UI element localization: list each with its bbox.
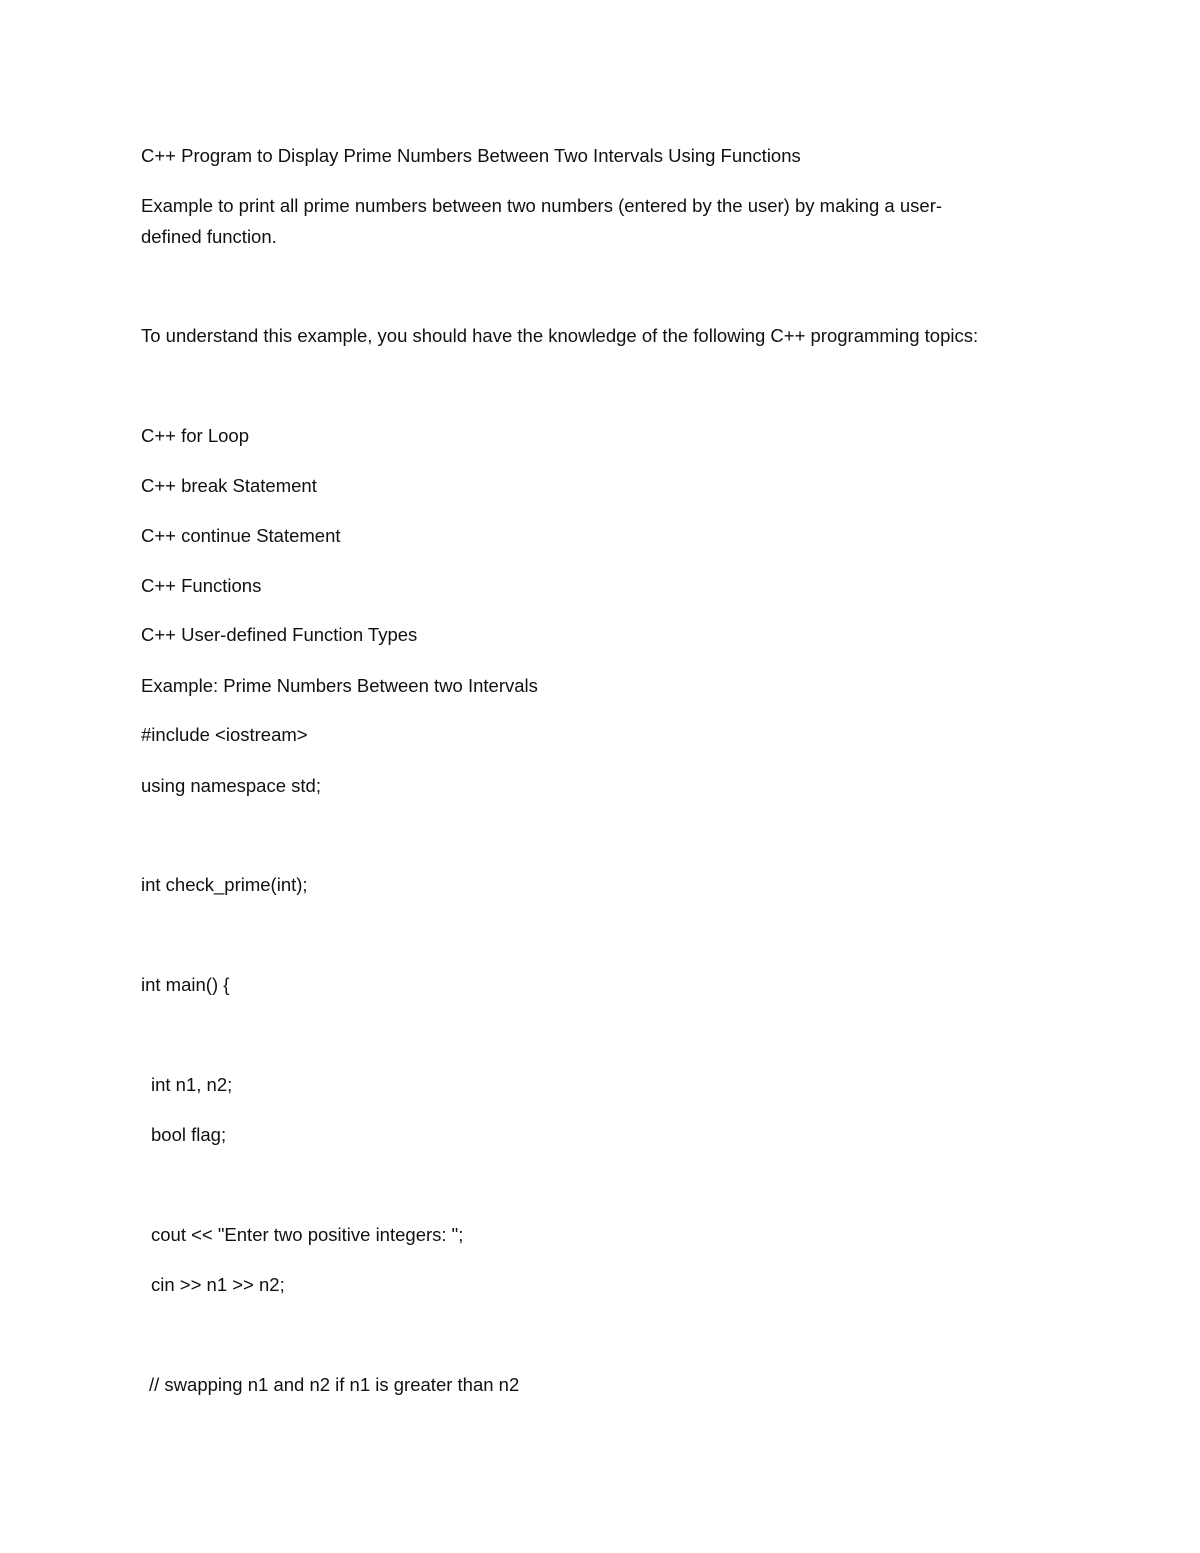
topic-item: C++ break Statement <box>141 475 317 496</box>
topic-item: C++ User-defined Function Types <box>141 624 418 645</box>
prerequisite-text: To understand this example, you should have the knowledge of the following C++ programming topics: <box>141 325 979 346</box>
code-comment-line: // swapping n1 and n2 if n1 is greater than n2 <box>149 1374 520 1395</box>
topic-item: C++ continue Statement <box>141 525 341 546</box>
code-line: cin >> n1 >> n2; <box>151 1274 285 1295</box>
topic-item: C++ Functions <box>141 575 262 596</box>
code-line: int check_prime(int); <box>141 874 308 895</box>
intro-text-line-2: defined function. <box>141 226 277 247</box>
intro-text-line-1: Example to print all prime numbers between two numbers (entered by the user) by making a user- <box>141 195 943 216</box>
code-line: #include <iostream> <box>141 724 308 745</box>
code-line: using namespace std; <box>141 775 321 796</box>
code-line: int main() { <box>141 974 230 995</box>
code-line: cout << "Enter two positive integers: "; <box>151 1224 464 1245</box>
example-heading: Example: Prime Numbers Between two Intervals <box>141 675 538 696</box>
code-line: bool flag; <box>151 1124 227 1145</box>
topic-item: C++ for Loop <box>141 425 249 446</box>
document-title: C++ Program to Display Prime Numbers Between Two Intervals Using Functions <box>141 145 801 166</box>
code-line: int n1, n2; <box>151 1074 233 1095</box>
